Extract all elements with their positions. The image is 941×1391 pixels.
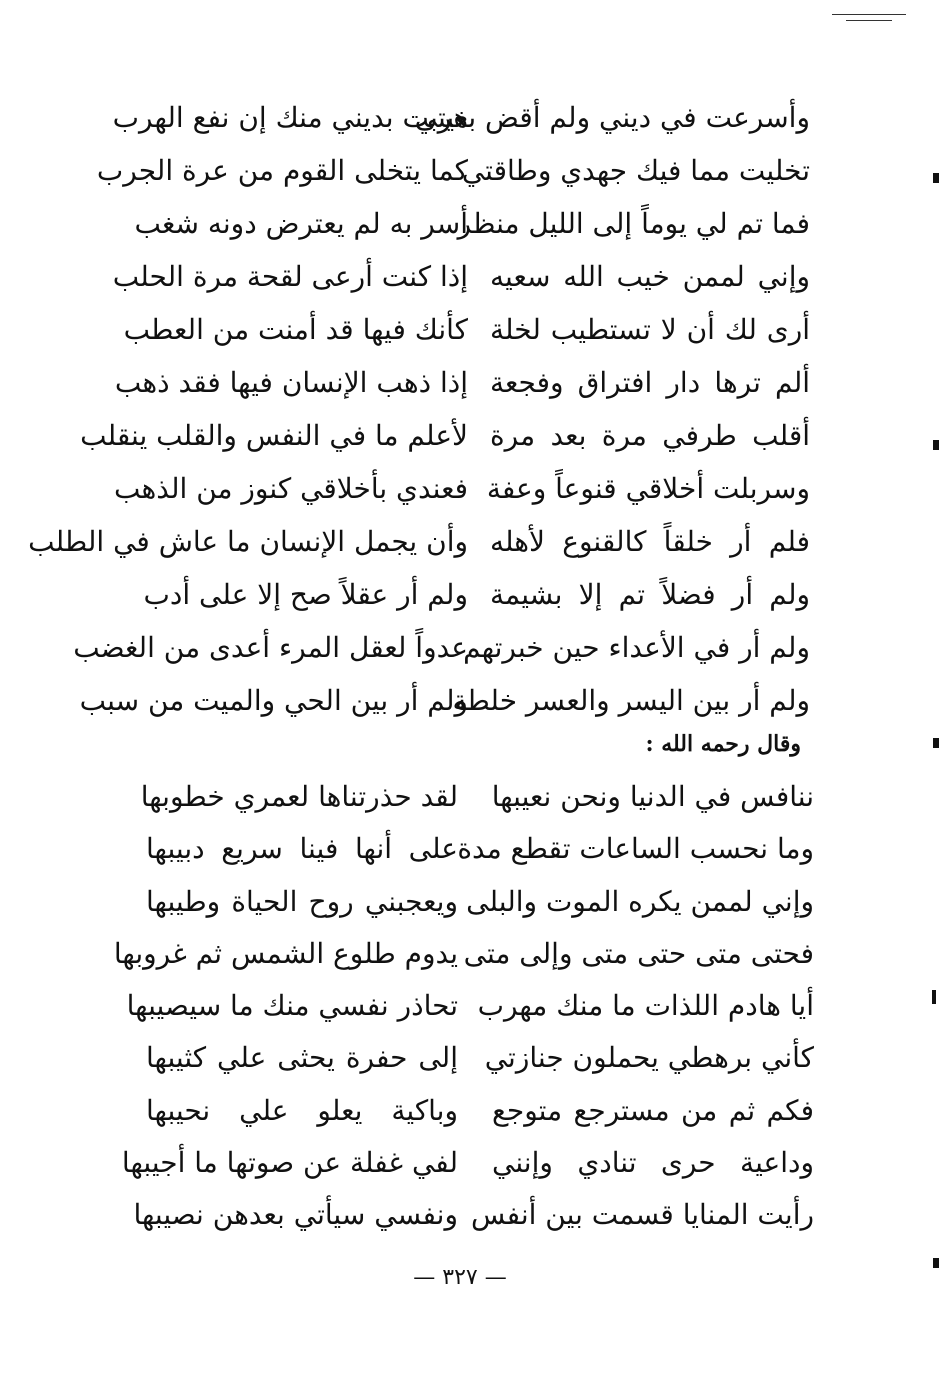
verse-first-hemistich: كأني برهطي يحملون جنازتي (484, 1041, 814, 1075)
verse-row (146, 882, 814, 934)
verse-second-hemistich: وأن يجمل الإنسان ما عاش في الطلب (28, 525, 468, 558)
verse-first-hemistich: وإني لممن خيب الله سعيه (490, 260, 810, 293)
verse-second-hemistich: إلى حفرة يحثى علي كثيبها (146, 1041, 458, 1075)
verse-first-hemistich: وإني لممن يكره الموت والبلى (466, 884, 814, 918)
verse-row (79, 681, 810, 734)
verse-row (96, 151, 810, 204)
verse-first-hemistich: وسربلت أخلاقي قنوعاً وعفة (486, 472, 810, 505)
verse-second-hemistich: لفي غفلة عن صوتها ما أجيبها (121, 1146, 458, 1180)
top-rule (846, 20, 892, 21)
margin-mark (933, 1258, 939, 1268)
verse-first-hemistich: رأيت المنايا قسمت بين أنفس (470, 1198, 814, 1232)
verse-second-hemistich: ويعجبني روح الحياة وطيبها (146, 884, 458, 918)
verse-first-hemistich: ولم أر فضلاً تم إلا بشيمة (490, 578, 810, 611)
verse-first-hemistich: فحتى متى حتى متى وإلى متى (463, 936, 814, 970)
verse-first-hemistich: وداعية حرى تنادي وإنني (492, 1146, 814, 1180)
verse-second-hemistich: كما يتخلى القوم من عرة الجرب (96, 154, 468, 187)
verse-second-hemistich: ولم أر بين الحي والميت من سبب (79, 684, 468, 717)
verse-first-hemistich: أرى لك أن لا تستطيب لخلة (490, 313, 810, 346)
verse-second-hemistich: أسر به لم يعترض دونه شغب (134, 207, 468, 240)
margin-mark (933, 173, 939, 183)
verse-row (73, 628, 810, 681)
section-heading: وقال رحمه الله : (645, 731, 801, 757)
verse-row (112, 257, 810, 310)
verse-first-hemistich: ولم أر في الأعداء حين خبرتهم (463, 631, 810, 664)
margin-mark (933, 738, 939, 748)
verse-first-hemistich: تخليت مما فيك جهدي وطاقتي (461, 154, 810, 187)
verse-first-hemistich: ولم أر بين اليسر والعسر خلطة (452, 684, 810, 717)
verse-second-hemistich: لأعلم ما في النفس والقلب ينقلب (80, 419, 468, 452)
verse-second-hemistich: وباكية يعلو علي نحيبها (146, 1093, 458, 1127)
verse-second-hemistich: تحاذر نفسي منك ما سيصيبها (126, 989, 458, 1023)
verse-second-hemistich: لقد حذرتناها لعمري خطوبها (140, 780, 458, 813)
verse-first-hemistich: أقلب طرفي مرة بعد مرة (490, 419, 810, 452)
top-rule (832, 14, 906, 15)
verse-row (123, 310, 810, 363)
verse-row (113, 934, 814, 986)
verse-row (146, 1038, 814, 1090)
verse-first-hemistich: أيا هادم اللذات ما منك مهرب (477, 989, 814, 1023)
verse-row (134, 204, 810, 257)
verse-second-hemistich: إذا كنت أرعى لقحة مرة الحلب (112, 260, 468, 293)
margin-mark (933, 440, 939, 450)
verse-second-hemistich: كأنك فيها قد أمنت من العطب (123, 313, 468, 346)
verse-second-hemistich: عدواً لعقل المرء أعدى من الغضب (73, 631, 468, 664)
verse-second-hemistich: يدوم طلوع الشمس ثم غروبها (113, 936, 458, 970)
verse-row (143, 575, 810, 628)
verse-second-hemistich: فعندي بأخلاقي كنوز من الذهب (114, 472, 468, 505)
verse-second-hemistich: إذا ذهب الإنسان فيها فقد ذهب (114, 366, 468, 399)
page-number: — ٣٢٧ — (413, 1265, 507, 1290)
poem-one (28, 98, 810, 734)
margin-mark (932, 990, 936, 1004)
verse-first-hemistich: ألم ترها دار افتراق وفجعة (490, 366, 810, 399)
verse-row (114, 469, 810, 522)
verse-second-hemistich: ولم أر عقلاً صح إلا على أدب (143, 578, 468, 611)
verse-row (114, 363, 810, 416)
verse-row (80, 416, 810, 469)
verse-row (121, 1143, 814, 1195)
verse-row (112, 98, 810, 151)
verse-row (133, 1195, 814, 1247)
verse-second-hemistich: ونفسي سيأتي بعدهن نصيبها (133, 1198, 458, 1232)
verse-row (126, 986, 814, 1038)
verse-row (146, 1091, 814, 1143)
verse-first-hemistich: فما تم لي يوماً إلى الليل منظر (457, 207, 810, 240)
verse-second-hemistich: هربت بديني منك إن نفع الهرب (112, 101, 468, 134)
verse-row (140, 777, 814, 829)
verse-row (146, 829, 814, 881)
verse-first-hemistich: ننافس في الدنيا ونحن نعيبها (491, 780, 814, 813)
verse-second-hemistich: على أنها فينا سريع دبيبها (146, 832, 458, 866)
verse-first-hemistich: فكم ثم من مسترجع متوجع (492, 1093, 814, 1127)
verse-first-hemistich: وما نحسب الساعات تقطع مدة (457, 832, 814, 866)
verse-row (28, 522, 810, 575)
verse-first-hemistich: وأسرعت في ديني ولم أقض بغيتي (414, 101, 810, 134)
poem-two (113, 777, 814, 1257)
verse-first-hemistich: فلم أر خلقاً كالقنوع لأهله (490, 525, 810, 558)
